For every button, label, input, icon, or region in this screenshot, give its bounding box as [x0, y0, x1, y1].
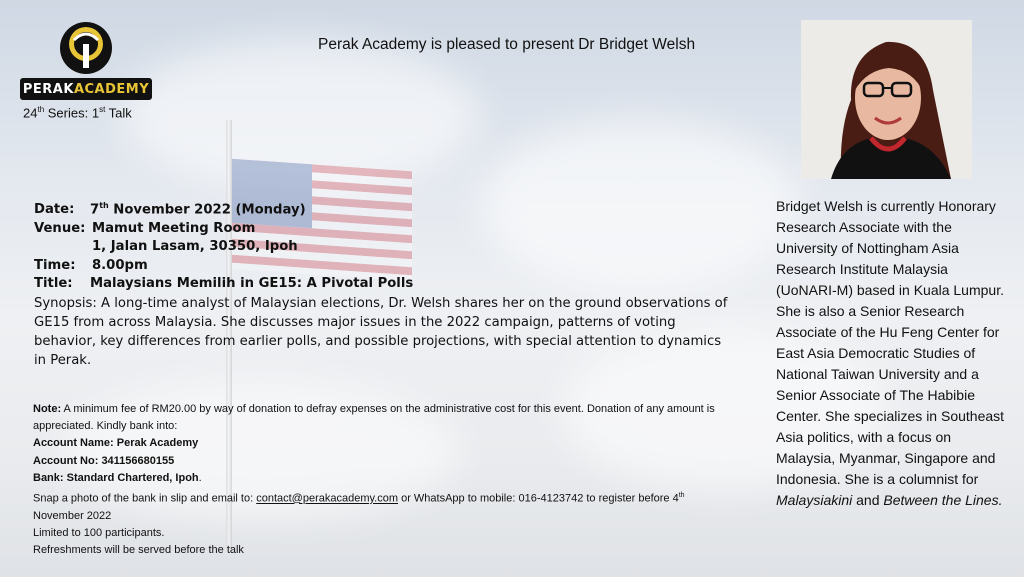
account-number: Account No: 341156680155	[33, 454, 175, 467]
venue-name: Mamut Meeting Room	[92, 220, 256, 236]
time-label: Time:	[34, 257, 76, 273]
title-label: Title:	[34, 276, 73, 292]
perak-academy-logo	[20, 20, 152, 100]
participant-limit: Limited to 100 participants.	[33, 527, 165, 540]
publication-between-the-lines: Between the Lines.	[883, 492, 1003, 508]
bank-name: Bank: Standard Chartered, Ipoh.	[33, 471, 202, 484]
email-link[interactable]: contact@perakacademy.com	[256, 492, 399, 505]
date-label: Date:	[34, 202, 75, 218]
title-row	[34, 275, 734, 294]
logo-wordmark: PERAK ACADEMY	[20, 78, 152, 100]
speaker-photo	[801, 20, 972, 179]
account-name: Account Name: Perak Academy	[33, 437, 199, 450]
date-day: 7	[90, 202, 100, 218]
time-value: 8.00pm	[92, 257, 148, 273]
synopsis: Synopsis: A long-time analyst of Malaysian elections, Dr. Welsh shares her on the ground observations of GE15 from across Malaysia. She discusses major issues in the 2022 campaign, patterns of voting behavior, key differences from earlier polls, and possible projections, with special attention to dynamics in Perak.	[34, 295, 728, 368]
publication-malaysiakini: Malaysiakini	[776, 492, 853, 508]
venue-row	[34, 220, 734, 239]
speaker-bio: Bridget Welsh is currently Honorary Research Associate with the University of Nottingham Asia Research Institute Malaysia (UoNARI-M) based in Kuala Lumpur. She is also a Senior Research Associate of the Hu Feng Center for East Asia Democratic Studies of National Taiwan University and a Senior Associate of The Habibie Center. She specializes in Southeast Asia politics, with a focus on Malaysia, Myanmar, Singapore and Indonesia. She is a columnist for Malaysiakini and Between the Lines.	[776, 198, 1005, 508]
talk-title: Malaysians Memilih in GE15: A Pivotal Polls	[90, 276, 414, 292]
event-details	[34, 197, 734, 370]
series-label: 24th Series: 1st Talk	[23, 105, 132, 121]
note-paragraph: Note: A minimum fee of RM20.00 by way of donation to defray expenses on the administrative cost for this event. Donation of any amount is appreciated. Kindly bank into:	[33, 403, 715, 433]
venue-label: Venue:	[34, 220, 86, 236]
venue-address: 1, Jalan Lasam, 30350, Ipoh	[92, 239, 298, 255]
date-row: Date: 7th November 2022 (Monday)	[34, 197, 734, 220]
refreshments-note: Refreshments will be served before the talk	[33, 544, 244, 557]
venue-address-row	[34, 238, 734, 257]
registration-note	[33, 401, 723, 559]
register-instructions: Snap a photo of the bank in slip and email to: contact@perakacademy.com or WhatsApp to mobile: 016-4123742 to register before 4th November 2022	[33, 492, 685, 522]
date-value: November 2022 (Monday)	[108, 202, 306, 218]
page-title: Perak Academy is pleased to present Dr Bridget Welsh	[318, 36, 696, 53]
tree-icon	[58, 20, 114, 76]
time-row	[34, 257, 734, 276]
